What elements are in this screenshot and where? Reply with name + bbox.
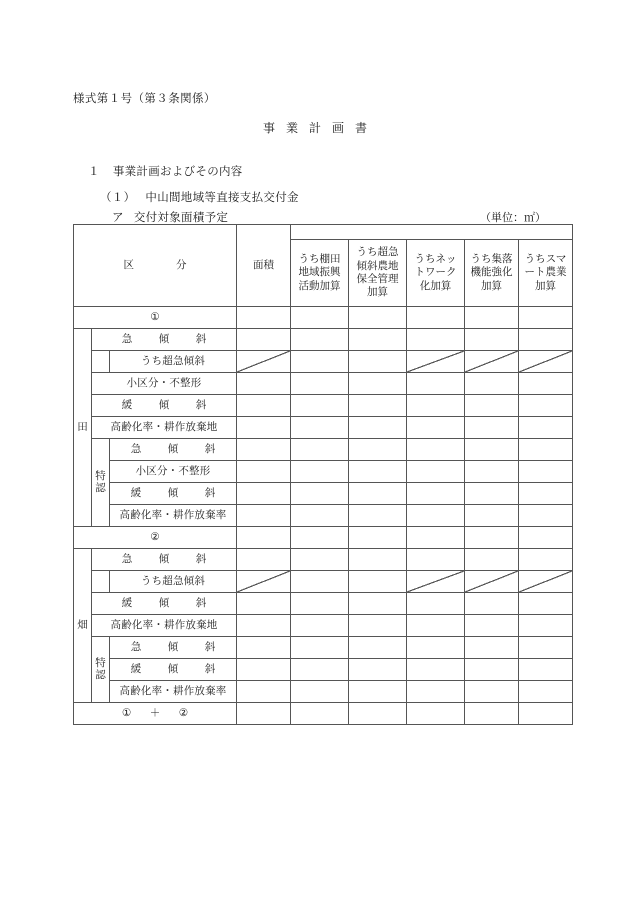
row-g1-1-value-cell-4[interactable]	[407, 329, 465, 351]
row-g1-3-value-cell-3[interactable]	[349, 373, 407, 395]
row-g2-7-value-cell-3[interactable]	[349, 681, 407, 703]
row-g2-5-value-cell-4[interactable]	[407, 637, 465, 659]
row-g1-5-value-cell-1[interactable]	[237, 417, 291, 439]
section-1-1-label: 中山間地域等直接支払交付金	[145, 192, 299, 204]
row-g2-3-value-cell-4[interactable]	[407, 593, 465, 615]
row-g1-9-value-cell-4[interactable]	[407, 505, 465, 527]
group-marker-1-value-cell-1[interactable]	[237, 307, 291, 329]
group-marker-1-value-cell-4[interactable]	[407, 307, 465, 329]
table-row	[74, 659, 573, 681]
header-subcolumn-3: うちネッ トワーク 化加算	[407, 240, 465, 307]
section-1-number: １	[88, 166, 100, 178]
header-subcolumn-spacer	[291, 225, 573, 240]
row-g1-1-value-cell-1[interactable]	[237, 329, 291, 351]
row-g1-7-value-cell-5[interactable]	[465, 461, 519, 483]
group-marker-1-value-cell-6[interactable]	[519, 307, 573, 329]
row-g1-8-value-cell-1[interactable]	[237, 483, 291, 505]
row-g1-8-value-cell-5[interactable]	[465, 483, 519, 505]
row-g1-2-value-cell-5[interactable]	[465, 351, 519, 373]
row-g1-4-value-cell-2[interactable]	[291, 395, 349, 417]
table-row	[74, 681, 573, 703]
table-row	[74, 615, 573, 637]
group-marker-2-value-cell-3[interactable]	[349, 527, 407, 549]
group-marker-2-value-cell-2[interactable]	[291, 527, 349, 549]
row-g1-2-indent-spacer	[92, 351, 110, 373]
row-g1-4-value-cell-5[interactable]	[465, 395, 519, 417]
total-row-value-cell-1[interactable]	[237, 703, 291, 725]
row-g2-3-value-cell-5[interactable]	[465, 593, 519, 615]
row-g1-7-label: 小区分・不整形	[110, 461, 237, 483]
row-g2-6-value-cell-2[interactable]	[291, 659, 349, 681]
row-g2-4-value-cell-6[interactable]	[519, 615, 573, 637]
row-g1-7-value-cell-4[interactable]	[407, 461, 465, 483]
row-g2-7-value-cell-1[interactable]	[237, 681, 291, 703]
row-g2-6-value-cell-5[interactable]	[465, 659, 519, 681]
row-g2-2-value-cell-3[interactable]	[349, 571, 407, 593]
group-marker-2-value-cell-1[interactable]	[237, 527, 291, 549]
row-g1-8-value-cell-4[interactable]	[407, 483, 465, 505]
table-total-row	[74, 703, 573, 725]
row-g1-6-value-cell-2[interactable]	[291, 439, 349, 461]
group-marker-1-value-cell-5[interactable]	[465, 307, 519, 329]
row-g1-6-label: 急 傾 斜	[110, 439, 237, 461]
row-g2-1-value-cell-3[interactable]	[349, 549, 407, 571]
section-1-label: 事業計画およびその内容	[112, 166, 243, 178]
total-row-value-cell-6[interactable]	[519, 703, 573, 725]
row-g2-5-value-cell-5[interactable]	[465, 637, 519, 659]
row-g2-5-value-cell-3[interactable]	[349, 637, 407, 659]
table-row	[74, 373, 573, 395]
table-row	[74, 483, 573, 505]
row-g2-2-value-cell-1[interactable]	[237, 571, 291, 593]
row-g2-1-value-cell-5[interactable]	[465, 549, 519, 571]
group-marker-2-value-cell-5[interactable]	[465, 527, 519, 549]
section-a-label: 交付対象面積予定	[133, 212, 229, 224]
row-g1-4-label: 緩 傾 斜	[92, 395, 237, 417]
total-row-value-cell-2[interactable]	[291, 703, 349, 725]
area-plan-table-wrapper	[73, 224, 567, 725]
group-marker-row-2	[74, 527, 573, 549]
total-row-value-cell-4[interactable]	[407, 703, 465, 725]
row-g2-4-value-cell-4[interactable]	[407, 615, 465, 637]
header-menseki: 面積	[237, 225, 291, 307]
table-row	[74, 549, 573, 571]
header-kubun: 区 分	[74, 225, 237, 307]
row-g1-9-value-cell-3[interactable]	[349, 505, 407, 527]
row-g1-1-value-cell-6[interactable]	[519, 329, 573, 351]
row-g1-7-value-cell-3[interactable]	[349, 461, 407, 483]
group-marker-1-value-cell-2[interactable]	[291, 307, 349, 329]
row-g1-4-value-cell-3[interactable]	[349, 395, 407, 417]
row-g1-1-value-cell-5[interactable]	[465, 329, 519, 351]
row-g1-2-value-cell-1[interactable]	[237, 351, 291, 373]
row-g2-1-value-cell-6[interactable]	[519, 549, 573, 571]
form-number: 様式第１号（第３条関係）	[73, 93, 216, 105]
table-row	[74, 461, 573, 483]
row-g1-9-value-cell-5[interactable]	[465, 505, 519, 527]
group-marker-row-1	[74, 307, 573, 329]
row-g1-5-label: 高齢化率・耕作放棄地	[92, 417, 237, 439]
row-g1-3-value-cell-6[interactable]	[519, 373, 573, 395]
section-a-number: ア	[112, 212, 124, 224]
row-g2-5-value-cell-6[interactable]	[519, 637, 573, 659]
table-row	[74, 417, 573, 439]
row-g1-3-value-cell-5[interactable]	[465, 373, 519, 395]
row-g2-7-value-cell-4[interactable]	[407, 681, 465, 703]
row-g2-3-value-cell-1[interactable]	[237, 593, 291, 615]
row-g1-6-value-cell-5[interactable]	[465, 439, 519, 461]
total-row-label: ① ＋ ②	[74, 703, 237, 725]
group-marker-1: ①	[74, 307, 237, 329]
header-subcolumn-1: うち棚田 地域振興 活動加算	[291, 240, 349, 307]
row-g2-7-value-cell-5[interactable]	[465, 681, 519, 703]
row-g1-7-value-cell-1[interactable]	[237, 461, 291, 483]
row-g1-9-value-cell-6[interactable]	[519, 505, 573, 527]
table-row	[74, 505, 573, 527]
group-marker-2-value-cell-4[interactable]	[407, 527, 465, 549]
group-vertical-label-1: 田	[74, 329, 92, 527]
row-g1-7-value-cell-2[interactable]	[291, 461, 349, 483]
header-subcolumn-2: うち超急 傾斜農地 保全管理 加算	[349, 240, 407, 307]
row-g1-8-value-cell-2[interactable]	[291, 483, 349, 505]
tokunin-label-2: 特 認	[92, 637, 110, 703]
row-g2-3-value-cell-6[interactable]	[519, 593, 573, 615]
row-g2-7-label: 高齢化率・耕作放棄率	[110, 681, 237, 703]
row-g2-2-value-cell-2[interactable]	[291, 571, 349, 593]
row-g2-5-label: 急 傾 斜	[110, 637, 237, 659]
section-1-1-heading	[100, 189, 299, 205]
row-g2-3-value-cell-2[interactable]	[291, 593, 349, 615]
table-row	[74, 637, 573, 659]
total-row-value-cell-3[interactable]	[349, 703, 407, 725]
row-g2-5-value-cell-2[interactable]	[291, 637, 349, 659]
row-g1-3-value-cell-2[interactable]	[291, 373, 349, 395]
row-g2-1-label: 急 傾 斜	[92, 549, 237, 571]
row-g1-9-value-cell-2[interactable]	[291, 505, 349, 527]
row-g2-3-label: 緩 傾 斜	[92, 593, 237, 615]
row-g1-9-value-cell-1[interactable]	[237, 505, 291, 527]
row-g1-3-label: 小区分・不整形	[92, 373, 237, 395]
row-g2-6-value-cell-4[interactable]	[407, 659, 465, 681]
row-g1-4-value-cell-6[interactable]	[519, 395, 573, 417]
unit-note: （単位：㎡）	[480, 212, 546, 224]
table-row	[74, 593, 573, 615]
row-g1-5-value-cell-6[interactable]	[519, 417, 573, 439]
row-g1-1-value-cell-2[interactable]	[291, 329, 349, 351]
group-marker-2-value-cell-6[interactable]	[519, 527, 573, 549]
row-g2-4-value-cell-1[interactable]	[237, 615, 291, 637]
row-g2-4-label: 高齢化率・耕作放棄地	[92, 615, 237, 637]
row-g1-6-value-cell-4[interactable]	[407, 439, 465, 461]
row-g2-6-value-cell-3[interactable]	[349, 659, 407, 681]
table-row	[74, 571, 573, 593]
tokunin-label-1: 特 認	[92, 439, 110, 527]
row-g1-3-value-cell-1[interactable]	[237, 373, 291, 395]
row-g2-2-value-cell-5[interactable]	[465, 571, 519, 593]
table-row	[74, 439, 573, 461]
row-g2-4-value-cell-2[interactable]	[291, 615, 349, 637]
row-g1-2-value-cell-2[interactable]	[291, 351, 349, 373]
row-g1-5-value-cell-4[interactable]	[407, 417, 465, 439]
row-g2-2-value-cell-6[interactable]	[519, 571, 573, 593]
row-g2-1-value-cell-4[interactable]	[407, 549, 465, 571]
section-1-1-number: （１）	[100, 192, 136, 204]
total-row-value-cell-5[interactable]	[465, 703, 519, 725]
row-g2-6-value-cell-6[interactable]	[519, 659, 573, 681]
row-g1-4-value-cell-4[interactable]	[407, 395, 465, 417]
group-marker-1-value-cell-3[interactable]	[349, 307, 407, 329]
row-g1-8-value-cell-6[interactable]	[519, 483, 573, 505]
row-g2-1-value-cell-1[interactable]	[237, 549, 291, 571]
group-vertical-label-2: 畑	[74, 549, 92, 703]
row-g2-6-value-cell-1[interactable]	[237, 659, 291, 681]
row-g1-2-label: うち超急傾斜	[110, 351, 237, 373]
row-g1-3-value-cell-4[interactable]	[407, 373, 465, 395]
row-g1-5-value-cell-2[interactable]	[291, 417, 349, 439]
row-g2-7-value-cell-6[interactable]	[519, 681, 573, 703]
row-g1-5-value-cell-5[interactable]	[465, 417, 519, 439]
row-g1-9-label: 高齢化率・耕作放棄率	[110, 505, 237, 527]
group-marker-2: ②	[74, 527, 237, 549]
header-subcolumn-4: うち集落 機能強化 加算	[465, 240, 519, 307]
row-g1-8-label: 緩 傾 斜	[110, 483, 237, 505]
header-subcolumn-5: うちスマ ート農業 加算	[519, 240, 573, 307]
table-row	[74, 395, 573, 417]
row-g2-2-value-cell-4[interactable]	[407, 571, 465, 593]
section-a-heading	[112, 209, 228, 225]
area-plan-table	[73, 224, 573, 725]
row-g1-2-value-cell-3[interactable]	[349, 351, 407, 373]
row-g1-8-value-cell-3[interactable]	[349, 483, 407, 505]
row-g1-6-value-cell-1[interactable]	[237, 439, 291, 461]
row-g2-4-value-cell-3[interactable]	[349, 615, 407, 637]
section-1-heading	[88, 163, 243, 179]
table-header-row-top	[74, 225, 573, 240]
row-g2-6-label: 緩 傾 斜	[110, 659, 237, 681]
row-g1-2-value-cell-4[interactable]	[407, 351, 465, 373]
row-g1-1-label: 急 傾 斜	[92, 329, 237, 351]
row-g1-6-value-cell-6[interactable]	[519, 439, 573, 461]
row-g1-2-value-cell-6[interactable]	[519, 351, 573, 373]
row-g2-5-value-cell-1[interactable]	[237, 637, 291, 659]
row-g2-1-value-cell-2[interactable]	[291, 549, 349, 571]
row-g2-4-value-cell-5[interactable]	[465, 615, 519, 637]
row-g2-2-indent-spacer	[92, 571, 110, 593]
row-g2-2-label: うち超急傾斜	[110, 571, 237, 593]
row-g1-4-value-cell-1[interactable]	[237, 395, 291, 417]
row-g2-7-value-cell-2[interactable]	[291, 681, 349, 703]
document-title: 事業計画書	[262, 121, 378, 135]
row-g1-5-value-cell-3[interactable]	[349, 417, 407, 439]
row-g2-3-value-cell-3[interactable]	[349, 593, 407, 615]
row-g1-1-value-cell-3[interactable]	[349, 329, 407, 351]
table-row	[74, 351, 573, 373]
table-row	[74, 329, 573, 351]
row-g1-6-value-cell-3[interactable]	[349, 439, 407, 461]
row-g1-7-value-cell-6[interactable]	[519, 461, 573, 483]
